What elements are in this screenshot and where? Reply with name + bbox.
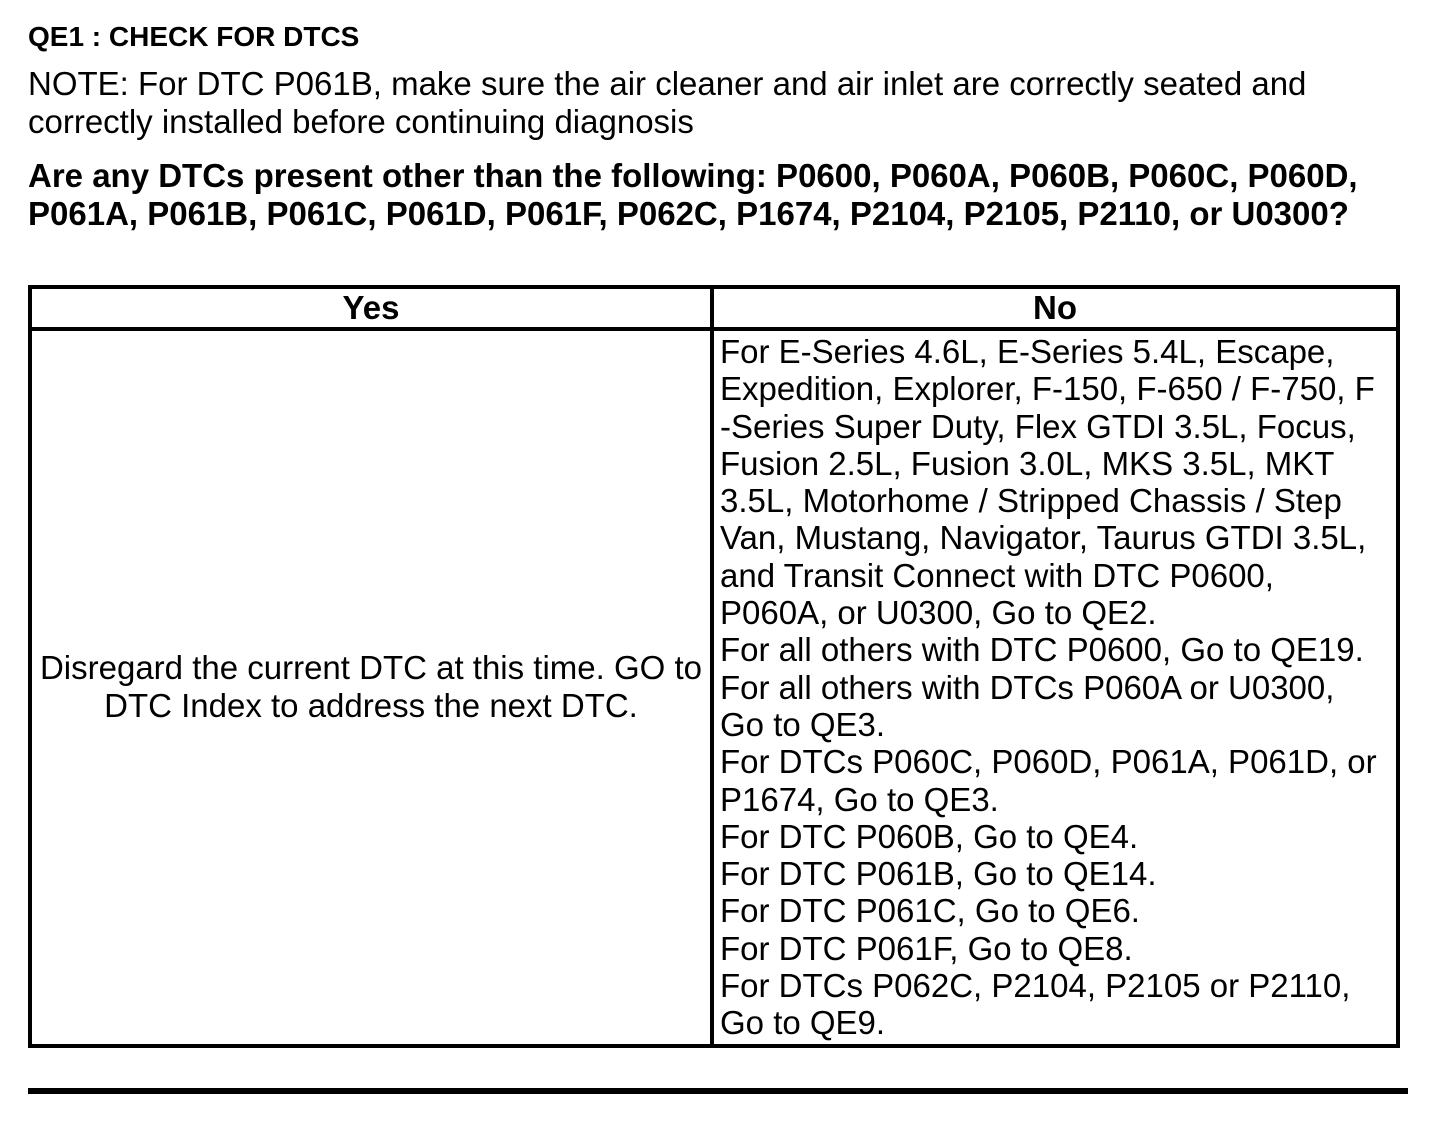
text-line: For DTC P060B, Go to QE4. [720, 817, 1139, 855]
text-line: P1674, Go to QE3. [720, 780, 999, 818]
yes-no-decision-table [28, 285, 1400, 1048]
note-paragraph [28, 65, 1408, 141]
text-line: Disregard the current DTC at this time. GO to [39, 649, 703, 687]
text-line: For DTCs P062C, P2104, P2105 or P2110, [720, 967, 1351, 1005]
page-title: QE1 : CHECK FOR DTCS [28, 21, 360, 52]
question-paragraph [28, 157, 1408, 233]
bottom-divider [28, 1088, 1408, 1094]
text-line: NOTE: For DTC P061B, make sure the air cleaner and air inlet are correctly seated and [28, 65, 1307, 102]
table-header-row [30, 287, 1398, 329]
text-line: Van, Mustang, Navigator, Taurus GTDI 3.5L, [720, 519, 1367, 557]
text-line: For E-Series 4.6L, E-Series 5.4L, Escape, [720, 333, 1335, 370]
no-action-cell [712, 329, 1398, 1046]
text-line: Go to QE3. [720, 705, 886, 743]
text-line: For all others with DTC P0600, Go to QE19. [720, 631, 1364, 669]
text-line: 3.5L, Motorhome / Stripped Chassis / Step [720, 482, 1342, 520]
text-line: P060A, or U0300, Go to QE2. [720, 594, 1157, 632]
text-line: and Transit Connect with DTC P0600, [720, 556, 1274, 594]
text-line: For DTC P061B, Go to QE14. [720, 855, 1157, 893]
yes-column-header: Yes [30, 287, 712, 329]
yes-action-cell [30, 329, 712, 1046]
text-line: Are any DTCs present other than the following: P0600, P060A, P060B, P060C, P060D, [28, 157, 1358, 194]
table-body-row [30, 329, 1398, 1046]
text-line: For DTC P061C, Go to QE6. [720, 892, 1140, 930]
text-line: Go to QE9. [720, 1004, 886, 1042]
text-line: For all others with DTCs P060A or U0300, [720, 668, 1335, 706]
text-line: DTC Index to address the next DTC. [104, 687, 638, 725]
text-line: For DTCs P060C, P060D, P061A, P061D, or [720, 743, 1377, 781]
text-line: -Series Super Duty, Flex GTDI 3.5L, Focus, [720, 407, 1356, 445]
text-line: Expedition, Explorer, F-150, F-650 / F-750, F [720, 370, 1375, 408]
text-line: P061A, P061B, P061C, P061D, P061F, P062C, P1674, P2104, P2105, P2110, or U0300? [28, 195, 1349, 232]
text-line: correctly installed before continuing diagnosis [28, 103, 694, 140]
text-line: Fusion 2.5L, Fusion 3.0L, MKS 3.5L, MKT [720, 444, 1335, 482]
no-column-header: No [712, 287, 1398, 329]
text-line: For DTC P061F, Go to QE8. [720, 929, 1133, 967]
